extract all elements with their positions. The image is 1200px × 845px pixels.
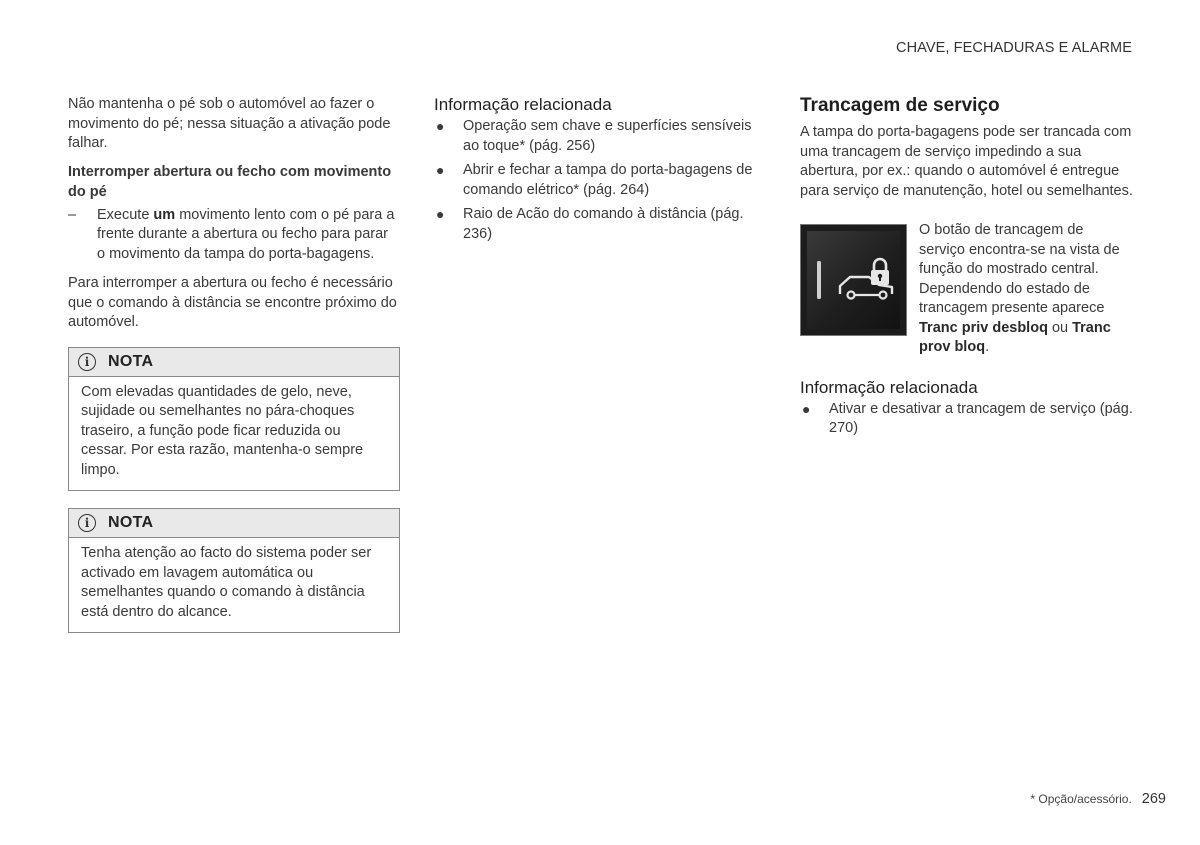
note-text: Com elevadas quantidades de gelo, neve, sujidade ou semelhantes no pára-choques traseiro, a função pode ficar reduzida ou cessar. Por esta razão, mantenha-o sempre limpo. — [81, 383, 364, 478]
info-icon: i — [78, 353, 96, 371]
intro-paragraph: Não mantenha o pé sob o automóvel ao fazer o movimento do pé; nessa situação a ativação pode falhar. — [68, 96, 391, 151]
related-info-heading: Informação relacionada — [434, 95, 612, 114]
dash-marker: – — [68, 206, 77, 223]
note-title: NOTA — [108, 514, 154, 531]
related-link-item[interactable]: ● Raio de Acão do comando à distância (pág. 236) — [436, 206, 744, 242]
remote-proximity-paragraph: Para interromper a abertura ou fecho é necessário que o comando à distância se encontre próximo do automóvel. — [68, 275, 397, 330]
service-lock-button-image — [800, 224, 907, 336]
related-link-item[interactable]: ● Ativar e desativar a trancagem de serviço (pág. 270) — [802, 400, 1133, 436]
info-icon: i — [78, 514, 96, 532]
running-header: CHAVE, FECHADURAS E ALARME — [896, 40, 1132, 56]
subheading-interrupt: Interromper abertura ou fecho com movimento do pé — [68, 163, 392, 200]
page-number: 269 — [1141, 791, 1166, 807]
label-unlocked: Tranc priv desbloq — [919, 319, 1048, 336]
service-lock-figure — [800, 221, 1136, 358]
note-box-carwash — [68, 508, 400, 633]
related-links-list — [800, 400, 1136, 439]
related-link-item[interactable]: ● Operação sem chave e superfícies sensíveis ao toque* (pág. 256) — [436, 118, 752, 154]
bullet-icon: ● — [436, 206, 445, 222]
figure-caption: O botão de trancagem de serviço encontra-se na vista de função do mostrado central. Dependendo do estado de trancagem presente aparece Tranc priv desbloq ou Tranc prov bloq. — [919, 222, 1120, 355]
step-list — [68, 206, 400, 265]
footnote: * Opção/acessório. — [1030, 792, 1132, 806]
bullet-icon: ● — [436, 162, 445, 178]
column-right — [800, 95, 1136, 444]
note-title: NOTA — [108, 352, 154, 370]
related-link-item[interactable]: ● Abrir e fechar a tampa do porta-bagagens de comando elétrico* (pág. 264) — [436, 162, 753, 198]
service-lock-intro: A tampa do porta-bagagens pode ser trancada com uma trancagem de serviço impedindo a sua abertura, por ex.: quando o automóvel é entregue para serviço de manutenção, hotel ou semelhantes. — [800, 124, 1133, 199]
page-footer — [1030, 791, 1166, 807]
note-header — [69, 509, 399, 538]
related-info-heading: Informação relacionada — [800, 377, 978, 397]
bullet-icon: ● — [436, 118, 445, 134]
note-text: Tenha atenção ao facto do sistema poder ser activado em lavagem automática ou semelhantes quando o comando à distância está dentro do alcance. — [81, 545, 372, 620]
bullet-icon: ● — [802, 400, 811, 417]
related-links-list — [434, 117, 770, 244]
column-left — [68, 95, 400, 633]
note-header — [69, 348, 399, 377]
step-item: – Execute um movimento lento com o pé para a frente durante a abertura ou fecho para parar o movimento da tampa do porta-bagagens. — [68, 206, 395, 262]
car-lock-icon — [801, 225, 907, 336]
column-middle — [434, 95, 770, 249]
service-lock-heading: Trancagem de serviço — [800, 95, 1000, 116]
note-box-ice — [68, 347, 400, 492]
label-locked: Tranc prov bloq — [919, 319, 1111, 355]
